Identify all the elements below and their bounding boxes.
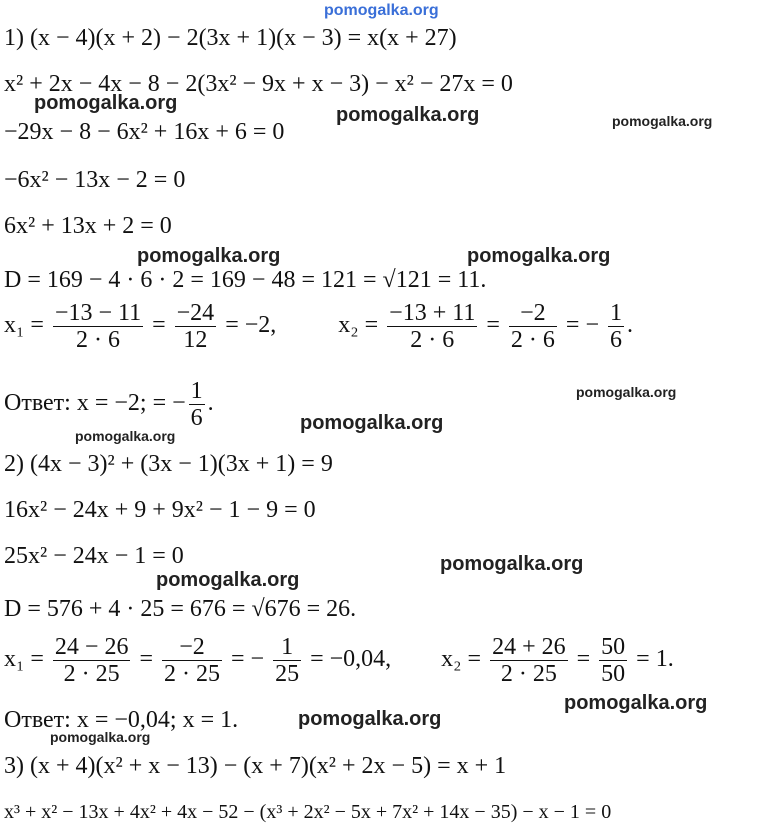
fraction: $\frac{50}{50}$ (601, 634, 626, 687)
problem2-equation: 2) (4x − 3)² + (3x − 1)(3x + 1) = 9 (4, 451, 333, 477)
watermark: pomogalka.org (336, 104, 480, 126)
problem3-equation: 3) (x + 4)(x² + x − 13) − (x + 7)(x² + 2x − 5) = x + 1 (4, 753, 507, 779)
watermark: pomogalka.org (34, 92, 178, 114)
problem1-answer: Ответ: x = −2; = − $\frac{1}{6}$ . (4, 378, 214, 431)
problem1-step4: 6x² + 13x + 2 = 0 (4, 213, 172, 239)
x1-result: = −2, (225, 312, 277, 339)
problem2-step2: 25x² − 24x − 1 = 0 (4, 543, 184, 569)
fraction: $\frac{1}{6}$ (609, 300, 622, 353)
x2-label: x₂ = (441, 646, 482, 673)
fraction: $\frac{1}{6}$ (190, 378, 203, 431)
x1-result: = −0,04, (310, 646, 392, 673)
watermark: pomogalka.org (467, 245, 611, 267)
problem2-answer: Ответ: x = −0,04; x = 1. (4, 707, 239, 733)
watermark: pomogalka.org (612, 113, 713, 129)
problem1-discriminant: D = 169 − 4 · 6 · 2 = 169 − 48 = 121 = √121 = 11. (4, 267, 487, 293)
fraction: $\frac{-2}{2 \cdot 6}$ (510, 300, 555, 353)
problem1-equation: 1) (x − 4)(x + 2) − 2(3x + 1)(x − 3) = x(x + 27) (4, 25, 457, 51)
x1-label: x₁ = (4, 312, 44, 339)
answer-label: Ответ: (4, 707, 71, 733)
problem2-step1: 16x² − 24x + 9 + 9x² − 1 − 9 = 0 (4, 497, 316, 523)
fraction: $\frac{-24}{12}$ (176, 300, 215, 353)
answer-label: Ответ: (4, 390, 71, 417)
problem1-step1: x² + 2x − 4x − 8 − 2(3x² − 9x + x − 3) − x² − 27x = 0 (4, 71, 513, 97)
problem1-roots: x₁ = $\frac{-13 - 11}{2 \cdot 6}$ = $\frac{-24}{12}$ = −2, x₂ = $\frac{-13 + 11}{2 \cdot 6}$ = $\frac{-2}{2 \cdot 6}$ = − $\frac{1}{6}$ . (4, 300, 633, 353)
problem1-step3: −6x² − 13x − 2 = 0 (4, 167, 186, 193)
watermark-top: pomogalka.org (324, 2, 439, 19)
fraction: $\frac{-13 + 11}{2 \cdot 6}$ (389, 300, 476, 353)
watermark: pomogalka.org (564, 692, 708, 714)
watermark: pomogalka.org (156, 569, 300, 591)
fraction: $\frac{24 + 26}{2 \cdot 25}$ (492, 634, 566, 687)
x1-label: x₁ = (4, 646, 44, 673)
x2-result: = 1. (636, 646, 674, 673)
watermark: pomogalka.org (440, 553, 584, 575)
watermark: pomogalka.org (300, 412, 444, 434)
x2-label: x₂ = (338, 312, 379, 339)
problem3-step1: x³ + x² − 13x + 4x² + 4x − 52 − (x³ + 2x² − 5x + 7x² + 14x − 35) − x − 1 = 0 (4, 801, 612, 823)
problem2-discriminant: D = 576 + 4 · 25 = 676 = √676 = 26. (4, 596, 357, 622)
fraction: $\frac{1}{25}$ (275, 634, 300, 687)
problem1-step2: −29x − 8 − 6x² + 16x + 6 = 0 (4, 119, 285, 145)
watermark: pomogalka.org (75, 428, 176, 444)
watermark: pomogalka.org (298, 708, 442, 730)
fraction: $\frac{24 - 26}{2 \cdot 25}$ (54, 634, 129, 687)
watermark: pomogalka.org (137, 245, 281, 267)
problem2-roots: x₁ = $\frac{24 - 26}{2 \cdot 25}$ = $\frac{-2}{2 \cdot 25}$ = − $\frac{1}{25}$ = −0,04, x₂ = $\frac{24 + 26}{2 \cdot 25}$ = $\frac{50}{50}$ = 1. (4, 634, 674, 687)
watermark: pomogalka.org (576, 384, 677, 400)
fraction: $\frac{-13 - 11}{2 \cdot 6}$ (54, 300, 142, 353)
watermark: pomogalka.org (50, 729, 151, 745)
fraction: $\frac{-2}{2 \cdot 25}$ (164, 634, 220, 687)
